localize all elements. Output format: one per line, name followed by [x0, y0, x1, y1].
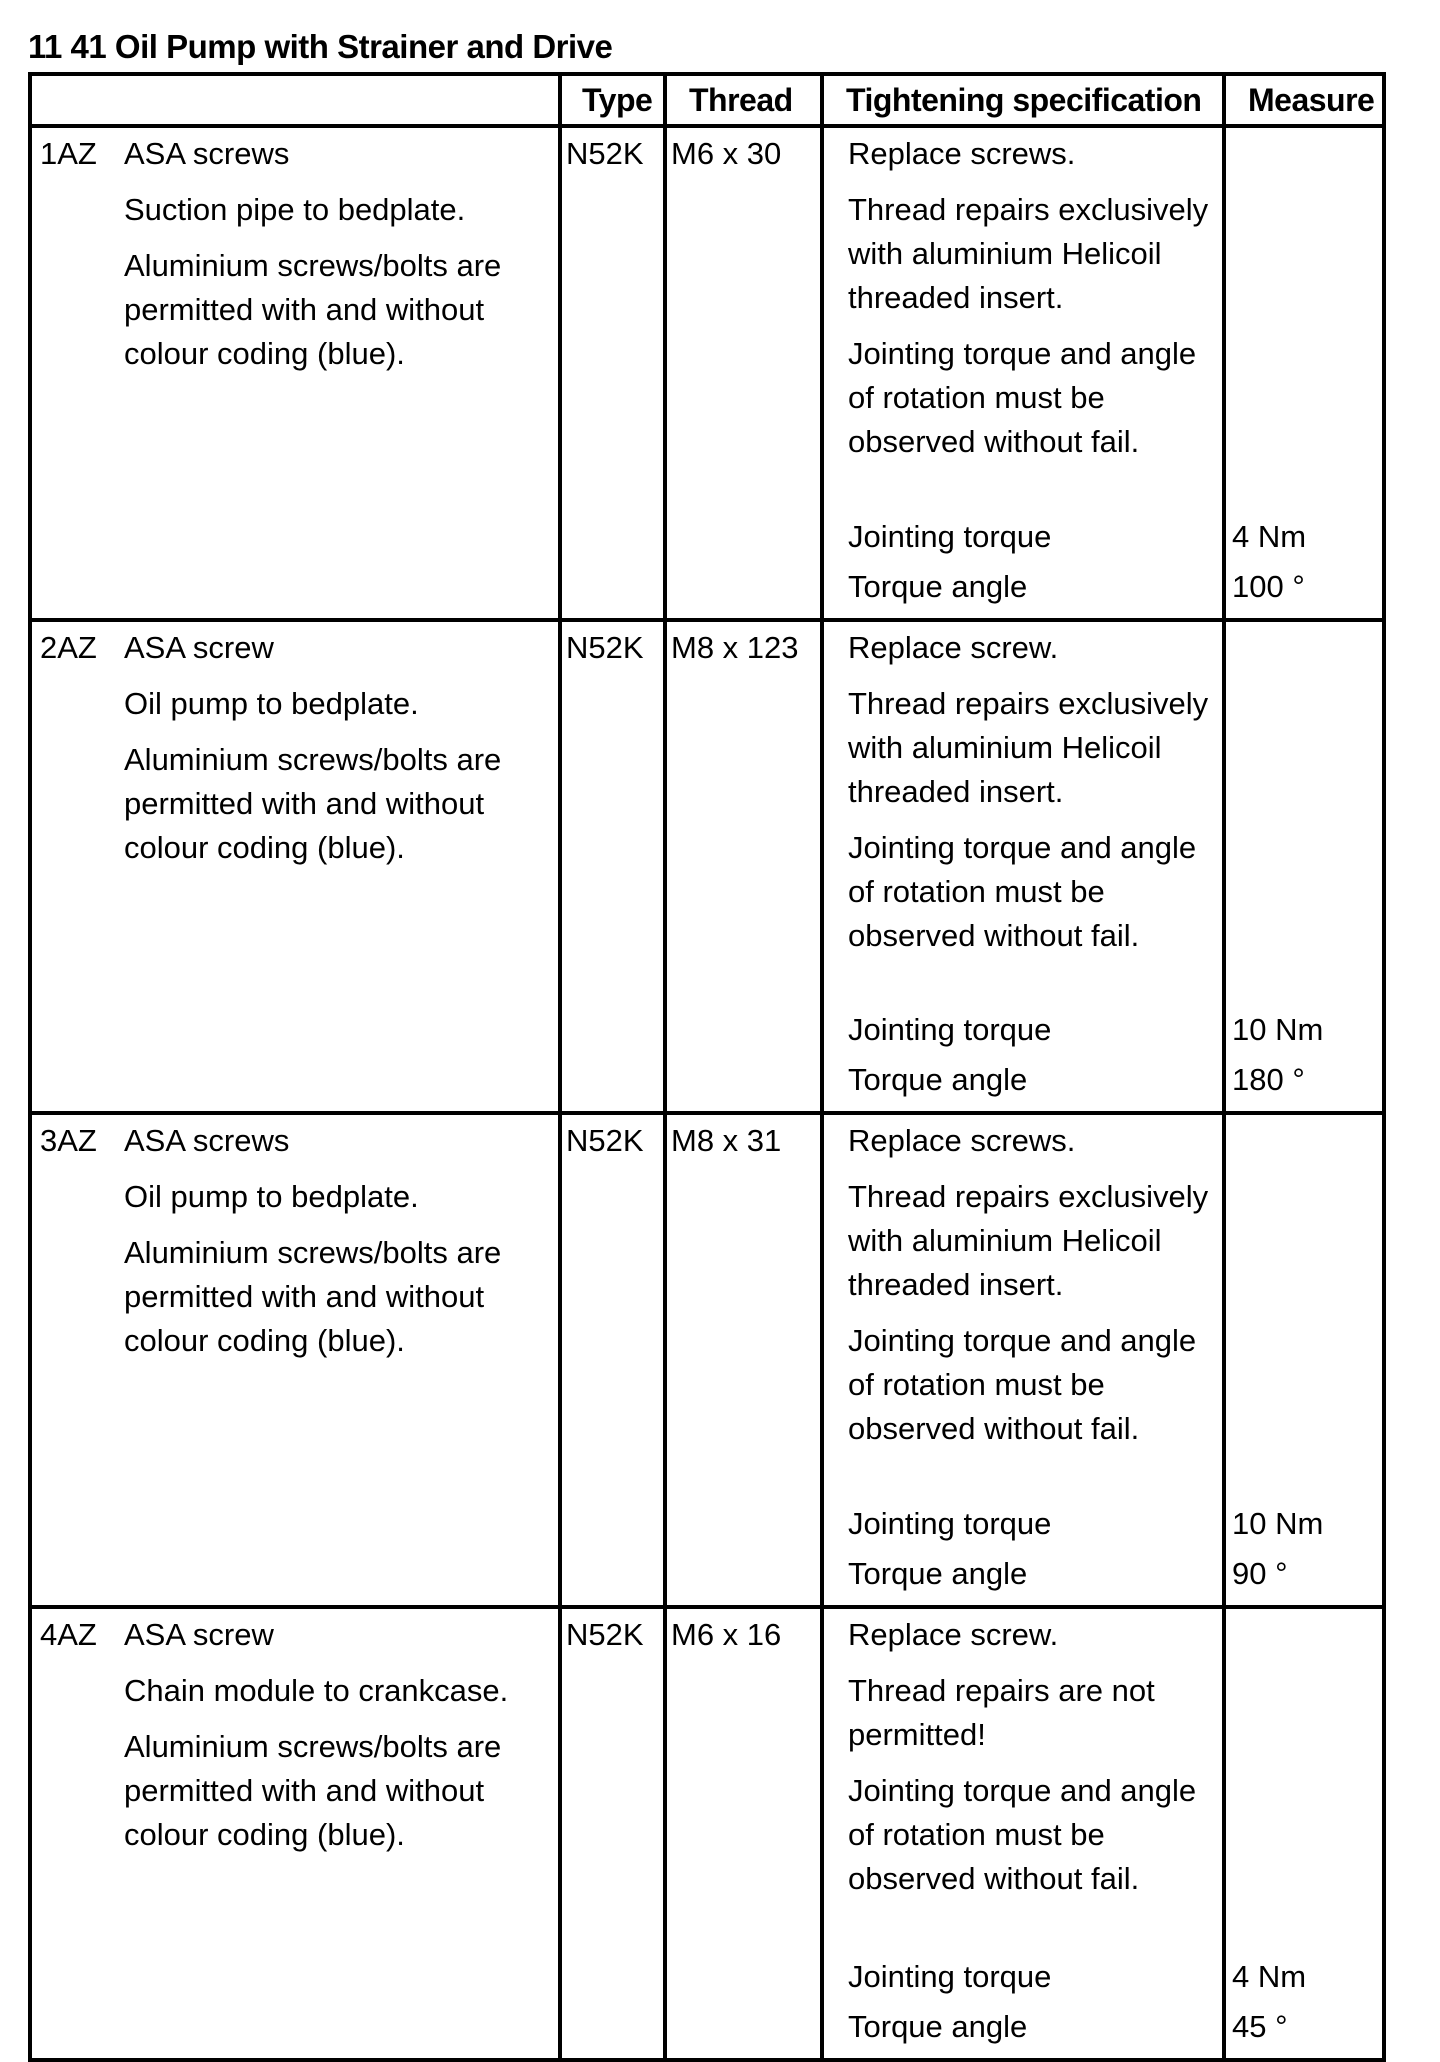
torque-label: Jointing torque: [848, 1959, 1052, 1994]
tightening-spec-table: [28, 72, 1386, 2062]
torque-value: 10 Nm: [1232, 1012, 1324, 1047]
spec-observe: Jointing torque and angle of rotation must be observed without fail.: [848, 829, 1197, 953]
angle-label: Torque angle: [848, 1555, 1028, 1591]
item-note: Aluminium screws/bolts are permitted with and without colour coding (blue).: [124, 1235, 502, 1358]
measure-cell: [1224, 1113, 1384, 1607]
thread-cell: [665, 126, 822, 620]
item-number: 3AZ: [40, 1123, 97, 1158]
table-row: [30, 126, 1384, 620]
item-description: [112, 132, 558, 388]
thread-value: M6 x 16: [671, 1616, 782, 1652]
page-title: 11 41 Oil Pump with Strainer and Drive: [28, 28, 613, 65]
spec-cell: [822, 1113, 1224, 1607]
item-location: Oil pump to bedplate.: [124, 685, 419, 721]
measure-cell: [1224, 1607, 1384, 2061]
item-cell: [30, 126, 560, 620]
torque-label: Jointing torque: [848, 518, 1052, 554]
item-cell: [30, 1113, 560, 1607]
spec-thread-repair: Thread repairs exclusively with aluminium Helicoil threaded insert.: [848, 685, 1209, 809]
item-name: ASA screw: [124, 1616, 274, 1652]
spec-cell: [822, 126, 1224, 620]
item-number: 1AZ: [40, 136, 97, 171]
type-cell: [560, 1607, 665, 2061]
spec-observe: Jointing torque and angle of rotation must be observed without fail.: [848, 1772, 1197, 1896]
spec-replace: Replace screw.: [848, 1616, 1059, 1652]
header-tightening-specification: Tightening specification: [822, 74, 1224, 126]
torque-value: 4 Nm: [1232, 1959, 1307, 1994]
measure-cell: [1224, 620, 1384, 1114]
item-name: ASA screw: [124, 629, 274, 665]
item-note: Aluminium screws/bolts are permitted with and without colour coding (blue).: [124, 248, 502, 371]
item-description: [112, 1613, 558, 1869]
thread-cell: [665, 1113, 822, 1607]
item-cell: [30, 620, 560, 1114]
torque-value: 4 Nm: [1232, 518, 1307, 554]
measure-cell: [1224, 126, 1384, 620]
angle-value: 90 °: [1232, 1555, 1288, 1591]
spec-replace: Replace screws.: [848, 136, 1076, 171]
header-type: Type: [560, 74, 665, 126]
thread-cell: [665, 620, 822, 1114]
torque-label: Jointing torque: [848, 1012, 1052, 1047]
type-cell: [560, 126, 665, 620]
thread-value: M6 x 30: [671, 136, 782, 171]
item-description: [112, 1119, 558, 1375]
thread-value: M8 x 31: [671, 1123, 782, 1158]
type-cell: [560, 1113, 665, 1607]
spec-thread-repair: Thread repairs exclusively with aluminium Helicoil threaded insert.: [848, 192, 1209, 315]
item-location: Oil pump to bedplate.: [124, 1179, 419, 1214]
type-value: N52K: [566, 629, 644, 665]
item-name: ASA screws: [124, 136, 290, 171]
spec-cell: [822, 1607, 1224, 2061]
type-cell: [560, 620, 665, 1114]
item-number: 2AZ: [40, 629, 97, 665]
header-thread: Thread: [665, 74, 822, 126]
type-value: N52K: [566, 1616, 644, 1652]
table-header-row: [30, 74, 1384, 126]
torque-value: 10 Nm: [1232, 1505, 1324, 1541]
spec-observe: Jointing torque and angle of rotation must be observed without fail.: [848, 336, 1197, 459]
spec-observe: Jointing torque and angle of rotation must be observed without fail.: [848, 1323, 1197, 1446]
spec-replace: Replace screw.: [848, 629, 1059, 665]
item-location: Suction pipe to bedplate.: [124, 192, 466, 227]
item-description: [112, 626, 558, 882]
type-value: N52K: [566, 1123, 644, 1158]
item-cell: [30, 1607, 560, 2061]
item-name: ASA screws: [124, 1123, 290, 1158]
spec-replace: Replace screws.: [848, 1123, 1076, 1158]
torque-label: Jointing torque: [848, 1505, 1052, 1541]
spec-thread-repair: Thread repairs are not permitted!: [848, 1672, 1155, 1752]
angle-label: Torque angle: [848, 2009, 1028, 2044]
item-location: Chain module to crankcase.: [124, 1672, 509, 1708]
table-row: [30, 1607, 1384, 2061]
spec-thread-repair: Thread repairs exclusively with aluminium Helicoil threaded insert.: [848, 1179, 1209, 1302]
table-row: [30, 1113, 1384, 1607]
item-number: 4AZ: [40, 1616, 97, 1652]
item-note: Aluminium screws/bolts are permitted with and without colour coding (blue).: [124, 1728, 502, 1852]
header-measure: Measure: [1224, 74, 1384, 126]
header-blank: [30, 74, 560, 126]
thread-value: M8 x 123: [671, 629, 799, 665]
thread-cell: [665, 1607, 822, 2061]
angle-value: 45 °: [1232, 2009, 1288, 2044]
angle-label: Torque angle: [848, 568, 1028, 604]
angle-label: Torque angle: [848, 1062, 1028, 1097]
angle-value: 100 °: [1232, 568, 1305, 604]
item-note: Aluminium screws/bolts are permitted with and without colour coding (blue).: [124, 741, 502, 865]
type-value: N52K: [566, 136, 644, 171]
angle-value: 180 °: [1232, 1062, 1305, 1097]
spec-cell: [822, 620, 1224, 1114]
table-row: [30, 620, 1384, 1114]
